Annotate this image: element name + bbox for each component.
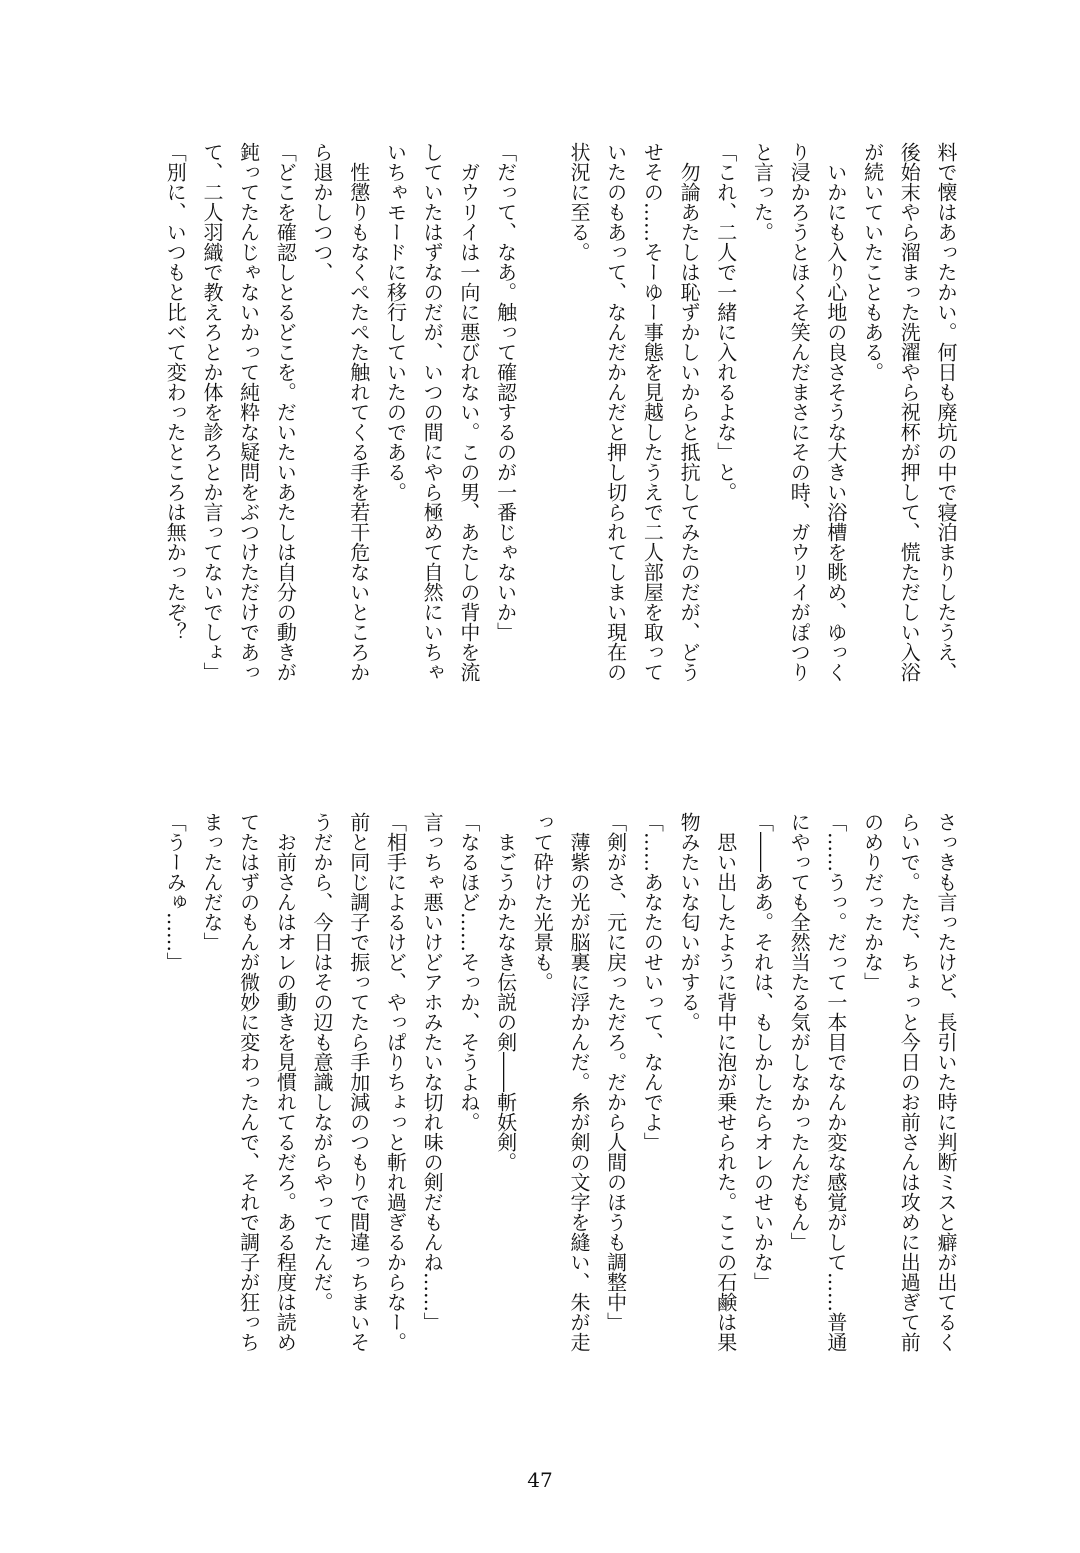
text-line: て、二人羽織で教えろとか体を診ろとか言ってないでしょ」 <box>199 142 224 682</box>
text-line: いかにも入り心地の良さそうな大きい浴槽を眺め、ゆっく <box>823 142 848 682</box>
text-line: いたのもあって、なんだかんだと押し切られてしまい現在の <box>603 142 628 682</box>
text-line: いちゃモードに移行していたのである。 <box>383 142 408 502</box>
text-line: 「別に、いつもと比べて変わったところは無かったぞ？ <box>163 142 188 642</box>
text-line: お前さんはオレの動きを見慣れてるだろ。ある程度は読め <box>273 812 298 1352</box>
text-line: 勿論あたしは恥ずかしいからと抵抗してみたのだが、どう <box>677 142 702 682</box>
text-line: 「これ、二人で一緒に入れるよな」と。 <box>713 142 738 502</box>
text-line: まったんだな」 <box>199 812 224 952</box>
text-line: 「うーみゅ……」 <box>163 812 188 972</box>
text-line: 前と同じ調子で振ってたら手加減のつもりで間違っちまいそ <box>346 812 371 1352</box>
text-line: 「剣がさ、元に戻っただろ。だから人間のほうも調整中」 <box>603 812 628 1332</box>
text-line: って砕けた光景も。 <box>530 812 555 992</box>
text-line: 料で懐はあったかい。何日も廃坑の中で寝泊まりしたうえ、 <box>934 142 958 682</box>
text-line: 「だって、なあ。触って確認するのが一番じゃないか」 <box>493 142 518 642</box>
text-line: 「……あなたのせいって、なんでよ」 <box>640 812 665 1152</box>
text-line: さっきも言ったけど、長引いた時に判断ミスと癖が出てるく <box>934 812 958 1352</box>
lower-text-block <box>150 812 964 1412</box>
text-line: ガウリイは一向に悪びれない。この男、あたしの背中を流 <box>456 142 481 682</box>
text-line: 物みたいな匂いがする。 <box>677 812 702 1032</box>
text-line: 薄紫の光が脳裏に浮かんだ。糸が剣の文字を縫い、朱が走 <box>566 812 591 1352</box>
text-line: 「なるほど……そっか、そうよね。 <box>456 812 481 1132</box>
text-line: していたはずなのだが、いつの間にやら極めて自然にいちゃ <box>420 142 445 682</box>
text-line: 「どこを確認しとるどこを。だいたいあたしは自分の動きが <box>273 142 298 682</box>
text-line: 「相手によるけど、やっぱりちょっと斬れ過ぎるからなー。 <box>383 812 408 1352</box>
text-line <box>524 142 561 742</box>
text-line: 「――ああ。それは、もしかしたらオレのせいかな」 <box>750 812 775 1292</box>
text-line: 言っちゃ悪いけどアホみたいな切れ味の剣だもんね……」 <box>420 812 445 1332</box>
text-line: 鈍ってたんじゃないかって純粋な疑問をぶつけただけであっ <box>236 142 261 682</box>
text-line: と言った。 <box>750 142 775 242</box>
text-line: 状況に至る。 <box>566 142 591 262</box>
text-line: ら退かしつつ、 <box>310 142 335 282</box>
text-line: うだから、今日はその辺も意識しながらやってたんだ。 <box>310 812 335 1312</box>
text-line: 思い出したように背中に泡が乗せられた。ここの石鹸は果 <box>713 812 738 1352</box>
page-number: 47 <box>527 1468 553 1492</box>
text-line: てたはずのもんが微妙に変わったんで、それで調子が狂っち <box>236 812 261 1352</box>
upper-text-block <box>150 142 964 742</box>
text-line: 性懲りもなくぺたぺた触れてくる手を若干危ないところか <box>346 142 371 682</box>
text-line: まごうかたなき伝説の剣――斬妖剣。 <box>493 812 518 1172</box>
text-line: 「……うっ。だって一本目でなんか変な感覚がして……普通 <box>823 812 848 1352</box>
text-line: 後始末やら溜まった洗濯やら祝杯が押して、慌ただしい入浴 <box>897 142 922 682</box>
text-line: せその……そーゆー事態を見越したうえで二人部屋を取って <box>640 142 665 682</box>
text-line: らいで。ただ、ちょっと今日のお前さんは攻めに出過ぎて前 <box>897 812 922 1352</box>
text-line: が続いていたこともある。 <box>860 142 885 382</box>
text-line: のめりだったかな」 <box>860 812 885 992</box>
text-line: り浸かろうとほくそ笑んだまさにその時、ガウリイがぽつり <box>787 142 812 682</box>
text-line: にやっても全然当たる気がしなかったんだもん」 <box>787 812 812 1252</box>
